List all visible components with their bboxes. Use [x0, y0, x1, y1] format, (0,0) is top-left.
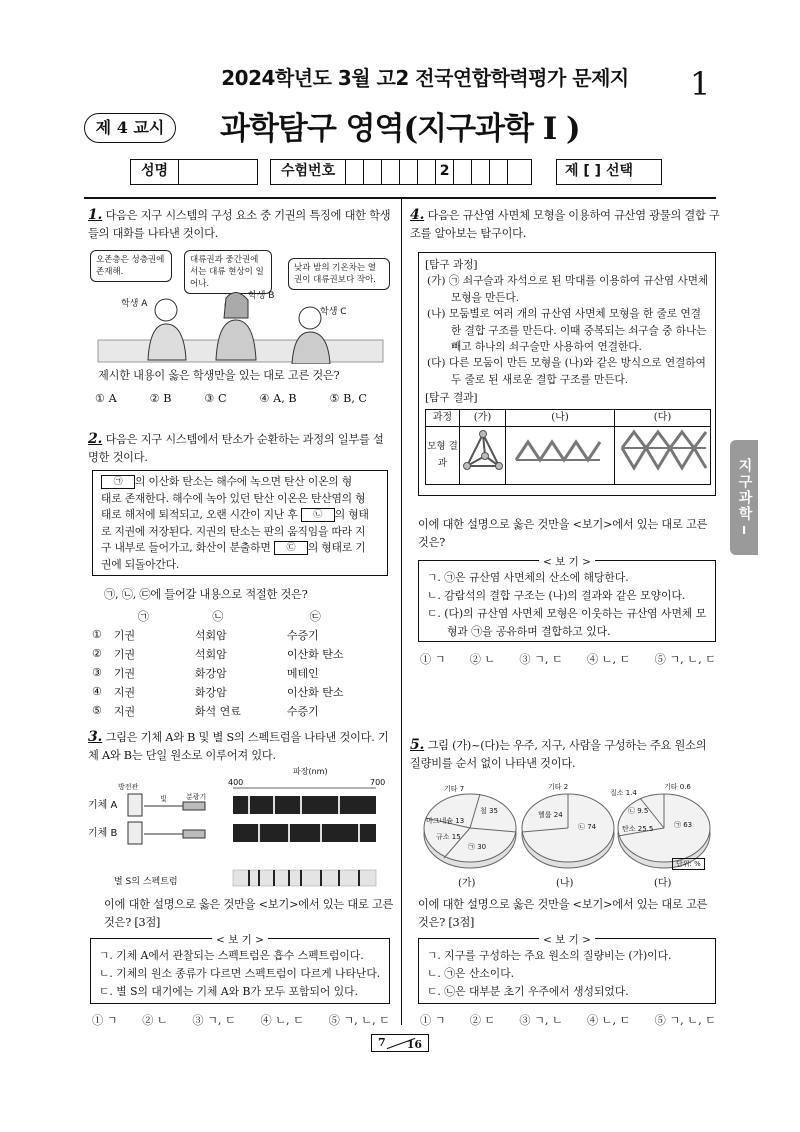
- option-row[interactable]: ② 기권 석회암 이산화 탄소: [92, 647, 344, 661]
- selection-label: 제 [ ] 선택: [565, 163, 633, 179]
- choice[interactable]: ④ A, B: [259, 392, 297, 405]
- question-2: [88, 430, 393, 467]
- pie-c-label: 탄소 25.5: [622, 825, 654, 833]
- question-text: 다음은 지구 시스템의 구성 요소 중 기권의 특징에 대한 학생들의 대화를 나타낸 것이다.: [88, 209, 391, 240]
- q4-choices: [420, 651, 716, 667]
- bogi-item: ㄱ. 지구를 구성하는 주요 원소의 질량비는 (가)이다.: [427, 949, 672, 962]
- q4-experiment-box: [418, 252, 716, 496]
- main-title: [220, 103, 580, 148]
- side-tab-sub: I: [741, 524, 747, 537]
- pie-a-label: 마그네슘 13: [426, 817, 465, 825]
- pie-a-label: 규소 15: [436, 833, 461, 841]
- pie-a-label: ㉠ 30: [468, 843, 487, 851]
- q1-figure: [88, 248, 393, 364]
- bogi-item: ㄷ. ㉡은 대부분 초기 우주에서 생성되었다.: [427, 985, 629, 998]
- choice[interactable]: ③ ㄱ, ㄷ: [192, 1014, 236, 1027]
- pie-b-label: ㉡ 74: [578, 823, 597, 831]
- page-footer: [371, 1034, 429, 1052]
- speech-bubble-a: 오존층은 성층권에 존재해.: [90, 250, 172, 282]
- pie-c-label: ㉠ 63: [674, 821, 693, 829]
- q2-passage: ㉠ 의 이산화 탄소는 해수에 녹으면 탄산 이온의 형 태로 존재한다. 해수에 녹아 있던 탄산 이온은 탄산염의 형 태로 해저에 퇴적되고, 오랜 시간이 지난 후 ㉡ 의 형태 로 지권에 저장된다. 지권의 탄소는 판의 움직임을 따라 지 구 내부로 들어가고, 화산이 분출하면 ㉢ 의 형태로 기 권에 되돌아간다.: [92, 470, 388, 576]
- speech-bubble-b: 대류권과 중간권에서는 대류 현상이 일어나.: [184, 250, 272, 294]
- process-step: (나) 모둠별로 여러 개의 규산염 사면체 모형을 한 줄로 연결한 결합 구조를 만든다. 이때 중복되는 쇠구슬 중 하나는 빼고 하나의 쇠구슬만 사용하여 연결한다.: [427, 308, 707, 354]
- bogi-item: ㄷ. 별 S의 대기에는 기체 A와 B가 모두 포함되어 있다.: [99, 985, 359, 998]
- choice[interactable]: ③ ㄱ, ㄷ: [519, 653, 563, 666]
- process-step: (다) 다른 모둠이 만든 모형을 (나)와 같은 방식으로 연결하여 두 줄로 된 새로운 결합 구조를 만든다.: [427, 357, 706, 386]
- choice[interactable]: ① ㄱ: [92, 1014, 118, 1027]
- period-badge: 제 4 교시: [84, 113, 176, 143]
- q1-choices: [95, 392, 367, 405]
- q4-bogi-box: [418, 556, 716, 642]
- q3-prompt: 이에 대한 설명으로 옳은 것만을 <보기>에서 있는 대로 고른 것은? [3점]: [104, 898, 394, 929]
- axis-max: 700: [370, 778, 386, 787]
- bogi-item: ㄱ. ㉠은 규산염 사면체의 산소에 해당한다.: [427, 571, 629, 584]
- choice[interactable]: ② ㄷ: [469, 1014, 496, 1027]
- choice[interactable]: ② ㄴ: [469, 653, 496, 666]
- question-number: 1.: [88, 207, 103, 223]
- choice[interactable]: ④ ㄴ, ㄷ: [260, 1014, 304, 1027]
- double-chain-model: [618, 428, 708, 476]
- name-label: 성명: [131, 160, 179, 184]
- blank-1: ㉠: [101, 475, 135, 489]
- question-5: [410, 736, 720, 773]
- choice[interactable]: ⑤ ㄱ, ㄴ, ㄷ: [654, 1014, 716, 1027]
- speech-bubble-c: 낮과 밤의 기온차는 열권이 대류권보다 작아.: [288, 258, 390, 290]
- process-title: [탐구 과정]: [425, 259, 478, 271]
- gas-b-label: 기체 B: [88, 828, 118, 839]
- bogi-item: ㄴ. 기체의 원소 종류가 다르면 스펙트럼이 다르게 나타난다.: [99, 967, 381, 980]
- question-3: [88, 728, 393, 765]
- subject-area: 과학탐구 영역: [220, 111, 404, 147]
- page-number: 1: [690, 65, 711, 103]
- pie-charts-figure: [418, 778, 718, 890]
- footer-total: 16: [406, 1038, 422, 1051]
- process-step: (가) ㉠ 쇠구슬과 자석으로 된 막대를 이용하여 규산염 사면체 모형을 만든다.: [427, 275, 709, 304]
- student-b-label: 학생 B: [248, 291, 275, 301]
- tetrahedron-model: [463, 430, 503, 474]
- pie-a-label: 기타 7: [444, 785, 465, 793]
- single-chain-model: [512, 432, 608, 472]
- bogi-title: < 보 기 >: [539, 931, 595, 949]
- options-header: ㉠ ㉡ ㉢: [137, 609, 321, 623]
- divider-top: [84, 197, 716, 199]
- choice[interactable]: ③ ㄱ, ㄴ: [519, 1014, 563, 1027]
- bogi-item: ㄱ. 기체 A에서 관찰되는 스펙트럼은 흡수 스펙트럼이다.: [99, 949, 364, 962]
- blank-2: ㉡: [301, 508, 335, 522]
- question-text: 그림은 기체 A와 B 및 별 S의 스펙트럼을 나타낸 것이다. 기체 A와 B는 단일 원소로 이루어져 있다.: [88, 731, 389, 762]
- pie-caption: (나): [556, 878, 574, 889]
- choice[interactable]: ① ㄱ: [420, 1014, 446, 1027]
- exam-header-title: 2024학년도 3월 고2 전국연합학력평가 문제지: [221, 66, 629, 90]
- question-number: 2.: [88, 431, 103, 447]
- bogi-item: ㄴ. ㉠은 산소이다.: [427, 967, 515, 980]
- choice[interactable]: ② B: [149, 392, 172, 405]
- pie-caption: (가): [458, 878, 476, 889]
- pie-a-label: 철 35: [480, 807, 498, 815]
- q5-prompt: 이에 대한 설명으로 옳은 것만을 <보기>에서 있는 대로 고른 것은? [3점]: [418, 898, 708, 929]
- option-row[interactable]: ④ 지권 화강암 이산화 탄소: [92, 685, 344, 699]
- q5-bogi-box: [418, 934, 716, 1004]
- column-divider: [401, 199, 402, 1025]
- option-row[interactable]: ⑤ 지권 화석 연료 수증기: [92, 704, 319, 718]
- bogi-title: < 보 기 >: [212, 931, 268, 949]
- choice[interactable]: ① A: [95, 392, 117, 405]
- choice[interactable]: ④ ㄴ, ㄷ: [586, 653, 631, 666]
- result-table: 과정 (가) (나) (다) 모형 결과: [425, 409, 711, 485]
- choice[interactable]: ④ ㄴ, ㄷ: [586, 1014, 631, 1027]
- students-illustration: [88, 288, 393, 364]
- exam-number-label: 수험번호: [271, 160, 346, 184]
- student-a-label: 학생 A: [121, 299, 148, 309]
- pie-c-label: 기타 0.6: [664, 783, 691, 791]
- pie-c-label: 질소 1.4: [610, 789, 637, 797]
- question-number: 4.: [410, 207, 425, 223]
- q2-options-table: [86, 606, 350, 720]
- light-label: 빛: [160, 795, 167, 803]
- subject-name: (지구과학 I ): [403, 111, 580, 147]
- star-s-label: 별 S의 스펙트럼: [114, 877, 178, 887]
- pie-c-label: ㉡ 9.5: [628, 807, 649, 815]
- footer-page: 7: [378, 1036, 386, 1049]
- option-row[interactable]: ③ 기권 화강암 메테인: [92, 666, 319, 680]
- subject-side-tab: [730, 440, 758, 555]
- q1-prompt: 제시한 내용이 옳은 학생만을 있는 대로 고른 것은?: [98, 369, 340, 382]
- spectrum-figure: [88, 766, 393, 890]
- pie-b-label: 기타 2: [548, 783, 569, 791]
- choice[interactable]: ⑤ B, C: [329, 392, 367, 405]
- bogi-item: ㄷ. (다)의 규산염 사면체 모형은 이웃하는 규산염 사면체 모형과 ㉠을 공유하며 결합하고 있다.: [427, 607, 707, 638]
- blank-3: ㉢: [274, 541, 308, 555]
- axis-min: 400: [228, 778, 244, 787]
- gas-a-label: 기체 A: [88, 800, 118, 811]
- choice[interactable]: ② ㄴ: [142, 1014, 168, 1027]
- name-field[interactable]: [130, 159, 258, 185]
- option-row[interactable]: ① 기권 석회암 수증기: [92, 628, 319, 642]
- exam-number-field[interactable]: [270, 159, 532, 185]
- selection-field[interactable]: [556, 159, 662, 185]
- pie-caption: (다): [654, 878, 672, 889]
- spectra-drawing: [88, 766, 393, 890]
- question-4: [410, 206, 720, 243]
- q3-bogi-box: [90, 934, 390, 1004]
- tube-label: 방전관: [118, 783, 139, 791]
- student-c-label: 학생 C: [320, 307, 347, 317]
- choice[interactable]: ① ㄱ: [420, 653, 446, 666]
- question-text: 그림 (가)~(다)는 우주, 지구, 사람을 구성하는 주요 원소의 질량비를 순서 없이 나타낸 것이다.: [410, 739, 707, 770]
- side-tab-label: 지구과학: [736, 458, 753, 522]
- wavelength-axis-label: 파장(nm): [293, 767, 328, 776]
- choice[interactable]: ③ C: [204, 392, 227, 405]
- q3-choices: [92, 1012, 390, 1028]
- pie-b-label: 헬륨 24: [538, 811, 563, 819]
- choice[interactable]: ⑤ ㄱ, ㄴ, ㄷ: [654, 653, 716, 666]
- spectroscope-label: 분광기: [186, 793, 207, 801]
- q4-prompt: 이에 대한 설명으로 옳은 것만을 <보기>에서 있는 대로 고른 것은?: [418, 518, 708, 549]
- q2-prompt: ㉠, ㉡, ㉢에 들어갈 내용으로 적절한 것은?: [104, 588, 308, 601]
- exam-digit: 2: [436, 160, 454, 184]
- q5-choices: [420, 1012, 716, 1028]
- unit-label: 단위: %: [672, 858, 705, 870]
- choice[interactable]: ⑤ ㄱ, ㄴ, ㄷ: [328, 1014, 390, 1027]
- question-number: 5.: [410, 737, 425, 753]
- result-title: [탐구 결과]: [425, 392, 478, 405]
- bogi-item: ㄴ. 감람석의 결합 구조는 (나)의 결과와 같은 모양이다.: [427, 589, 686, 602]
- bogi-title: < 보 기 >: [539, 553, 595, 571]
- question-text: 다음은 규산염 사면체 모형을 이용하여 규산염 광물의 결합 구조를 알아보는 탐구이다.: [410, 209, 720, 240]
- question-number: 3.: [88, 729, 103, 745]
- question-1: [88, 206, 393, 243]
- question-text: 다음은 지구 시스템에서 탄소가 순환하는 과정의 일부를 설명한 것이다.: [88, 433, 384, 464]
